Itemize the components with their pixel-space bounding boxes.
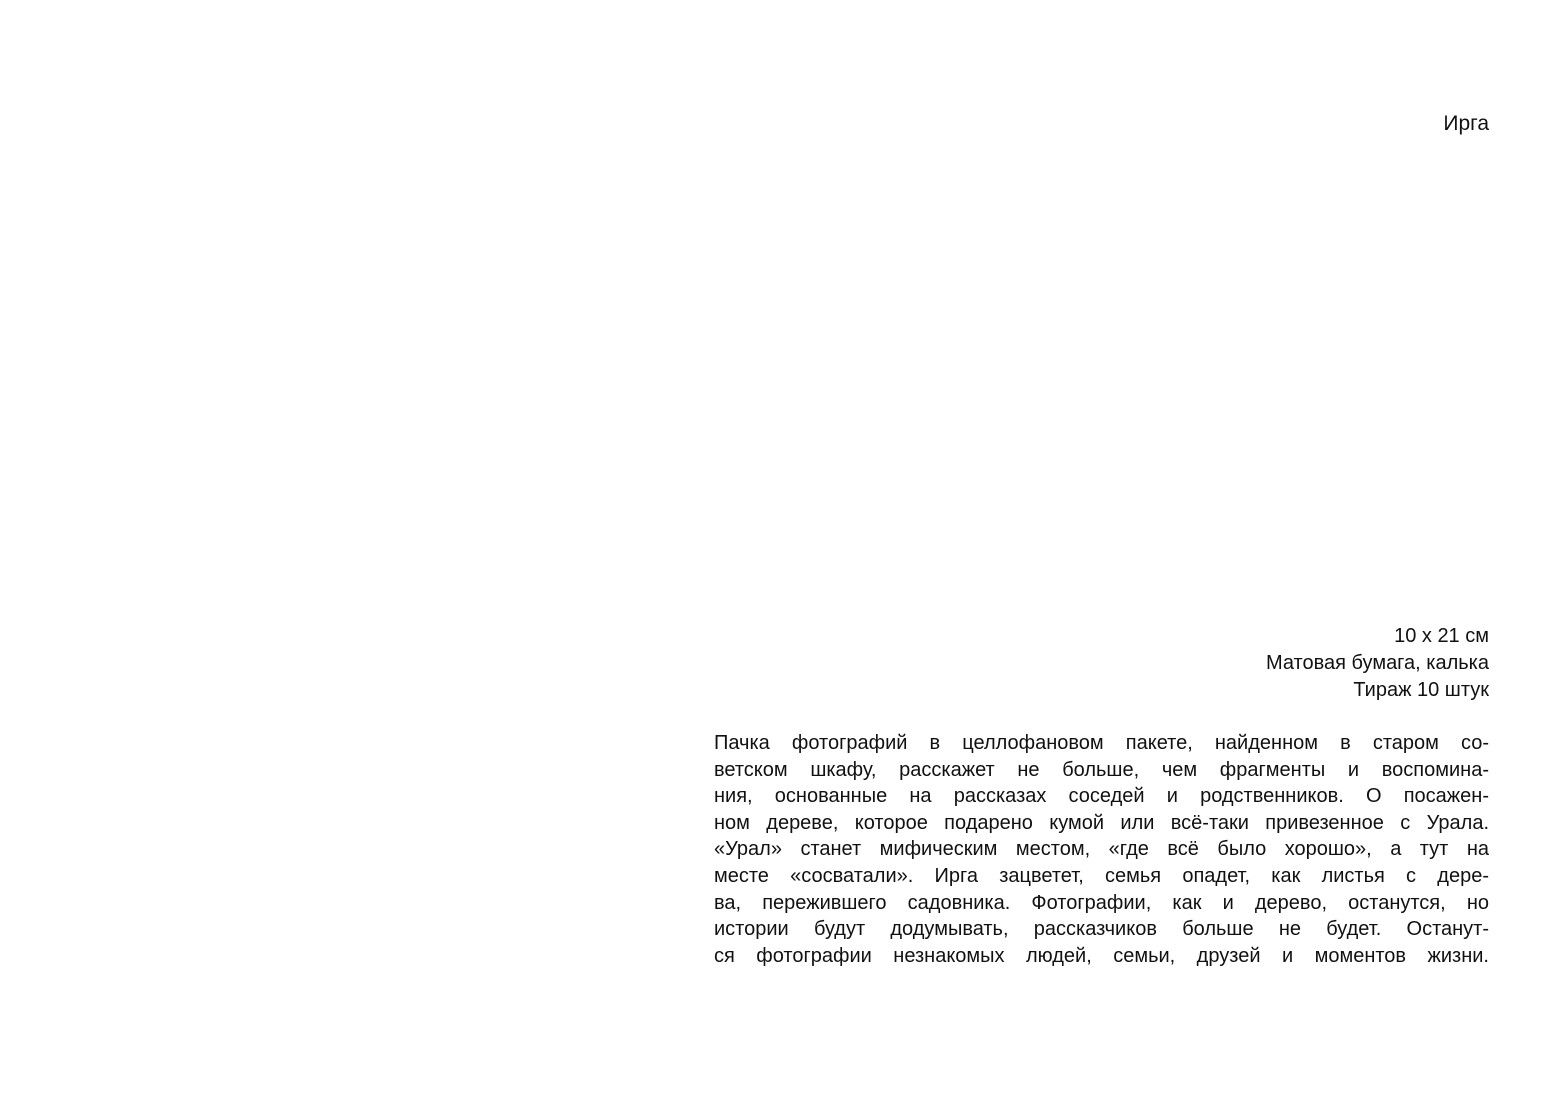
specs-block — [1266, 623, 1489, 704]
spec-edition: Тираж 10 штук — [1353, 679, 1489, 701]
description-line: ветском шкафу, расскажет не больше, чем фрагменты и воспомина- — [714, 758, 1489, 781]
spec-material: Матовая бумага, калька — [1265, 652, 1489, 674]
description-line: ния, основанные на рассказах соседей и родственников. О посажен- — [714, 785, 1489, 808]
spec-size: 10 x 21 см — [1394, 625, 1489, 647]
description-line: ном дереве, которое подарено кумой или всё-таки привезенное с Урала. — [714, 811, 1489, 834]
page-title: Ирга — [1443, 112, 1489, 135]
description-line: месте «сосватали». Ирга зацветет, семья опадет, как листья с дере- — [714, 864, 1489, 887]
description-line: Пачка фотографий в целлофановом пакете, найденном в старом со- — [714, 732, 1489, 754]
description-line: ва, пережившего садовника. Фотографии, как и дерево, останутся, но — [714, 891, 1489, 914]
description-line: истории будут додумывать, рассказчиков больше не будет. Останут- — [714, 918, 1489, 941]
description-line: «Урал» станет мифическим местом, «где всё было хорошо», а тут на — [714, 838, 1489, 861]
description-line: ся фотографии незнакомых людей, семьи, друзей и моментов жизни. — [714, 944, 1489, 967]
description-paragraph — [714, 730, 1489, 969]
